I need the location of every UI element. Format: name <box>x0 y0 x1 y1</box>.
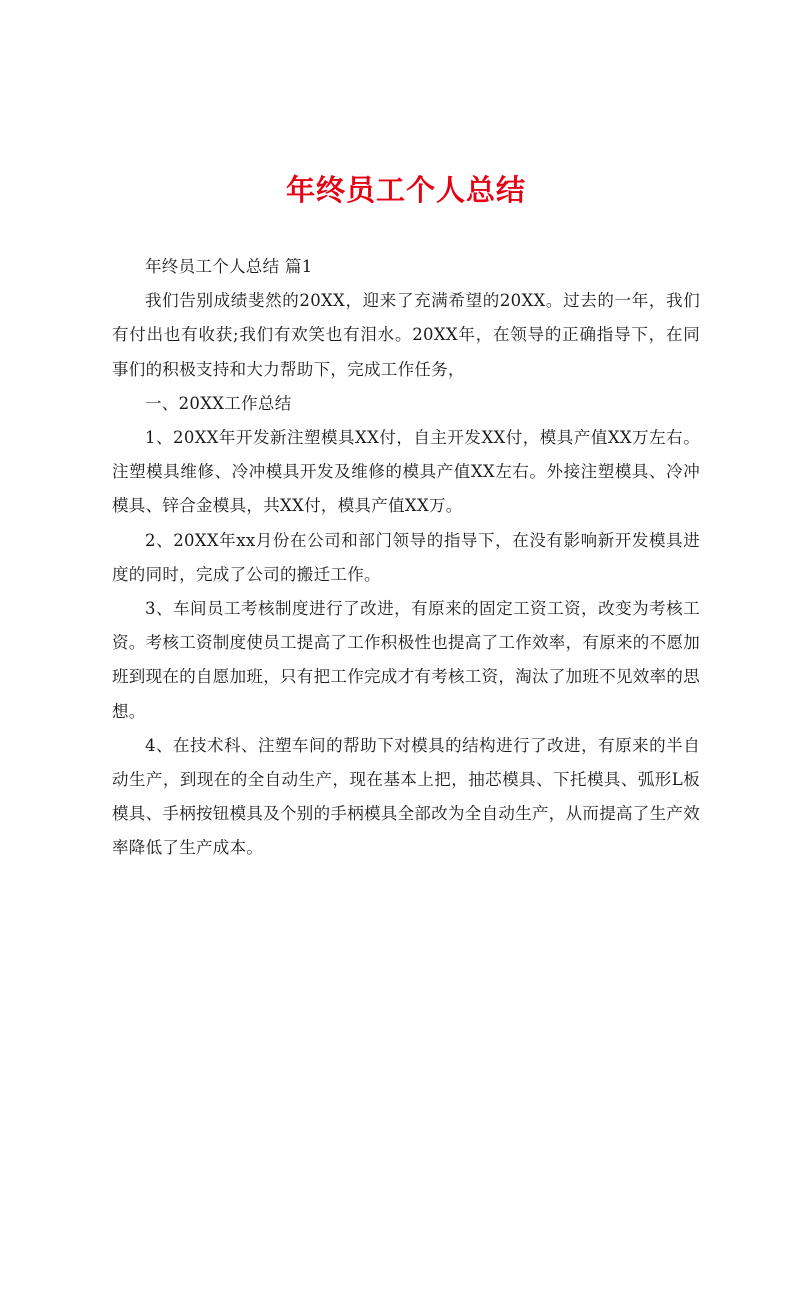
document-page <box>0 170 800 1302</box>
paragraph-heading: 年终员工个人总结 篇1 <box>145 257 313 276</box>
paragraph-item-1: 1、20XX年开发新注塑模具XX付，自主开发XX付，模具产值XX万左右。注塑模具维修、冷冲模具开发及维修的模具产值XX左右。外接注塑模具、冷冲模具、锌合金模具，共XX付，模具产值XX万。 <box>112 428 700 516</box>
paragraph-item-3: 3、车间员工考核制度进行了改进，有原来的固定工资工资，改变为考核工资。考核工资制度使员工提高了工作积极性也提高了工作效率，有原来的不愿加班到现在的自愿加班，只有把工作完成才有考核工资，淘汰了加班不见效率的思想。 <box>112 599 700 721</box>
paragraph-item-2: 2、20XX年xx月份在公司和部门领导的指导下，在没有影响新开发模具进度的同时，完成了公司的搬迁工作。 <box>112 530 700 584</box>
paragraph-item-4: 4、在技术科、注塑车间的帮助下对模具的结构进行了改进，有原来的半自动生产，到现在的全自动生产，现在基本上把，抽芯模具、下托模具、弧形L板模具、手柄按钮模具及个别的手柄模具全部改为全自动生产，从而提高了生产效率降低了生产成本。 <box>112 735 700 858</box>
paragraph-section-title: 一、20XX工作总结 <box>145 393 292 413</box>
document-body <box>112 250 700 866</box>
paragraph-intro: 我们告别成绩斐然的20XX，迎来了充满希望的20XX。过去的一年，我们有付出也有收获;我们有欢笑也有泪水。20XX年，在领导的正确指导下，在同事们的积极支持和大力帮助下，完成工作任务， <box>112 291 700 379</box>
document-title: 年终员工个人总结 <box>285 173 526 207</box>
